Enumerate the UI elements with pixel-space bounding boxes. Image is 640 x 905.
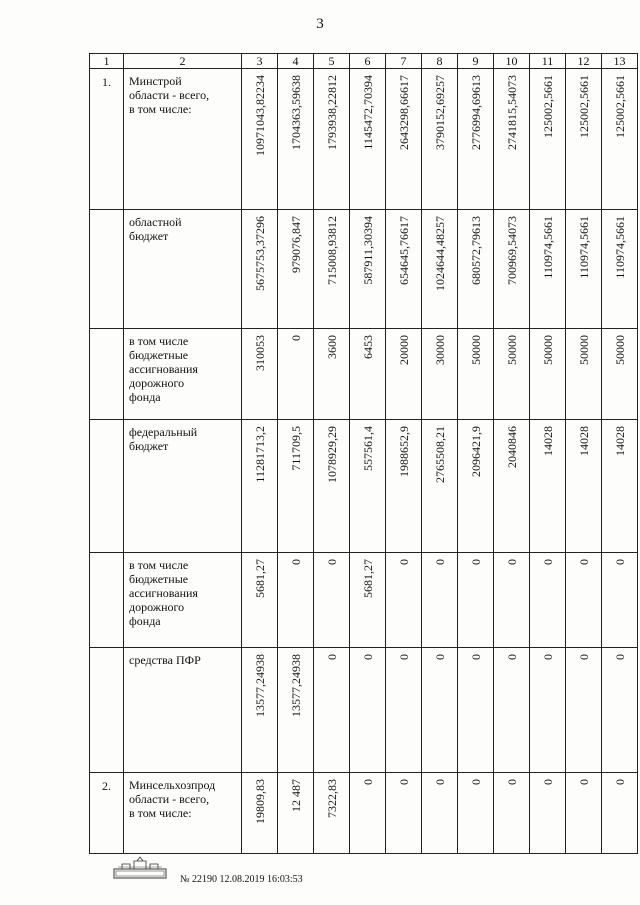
value-cell — [350, 329, 386, 420]
value-cell — [386, 210, 422, 329]
value-cell — [386, 69, 422, 210]
value-cell — [422, 648, 458, 773]
row-label-line: бюджет — [129, 439, 169, 453]
value-cell — [494, 210, 530, 329]
column-header-8: 8 — [422, 54, 458, 69]
value-text: 1078929,29 — [324, 426, 339, 483]
value-text: 0 — [432, 559, 447, 565]
value-cell — [602, 553, 638, 648]
value-text: 0 — [288, 559, 303, 565]
value-text: 2643298,66617 — [396, 75, 411, 150]
row-number: 1. — [90, 69, 124, 210]
value-cell — [278, 329, 314, 420]
value-cell — [314, 329, 350, 420]
value-cell — [530, 773, 566, 854]
value-cell — [278, 69, 314, 210]
value-text: 6453 — [360, 335, 375, 359]
value-text: 125002,5661 — [612, 75, 627, 138]
value-cell — [242, 329, 278, 420]
registration-number-date: № 22190 12.08.2019 16:03:53 — [180, 874, 303, 885]
row-number — [90, 553, 124, 648]
value-cell — [242, 773, 278, 854]
table-row — [90, 210, 638, 329]
value-text: 50000 — [612, 335, 627, 365]
value-cell — [602, 329, 638, 420]
value-cell — [350, 773, 386, 854]
value-text: 0 — [504, 559, 519, 565]
value-text: 0 — [324, 559, 339, 565]
value-text: 2741815,54073 — [504, 75, 519, 150]
value-text: 0 — [540, 654, 555, 660]
value-text: 0 — [360, 779, 375, 785]
row-label-line: бюджетные — [129, 572, 189, 586]
value-cell — [242, 420, 278, 553]
value-cell — [422, 69, 458, 210]
value-text: 711709,5 — [288, 426, 303, 471]
value-cell — [242, 69, 278, 210]
column-header-13: 13 — [602, 54, 638, 69]
value-text: 2096421,9 — [468, 426, 483, 477]
value-text: 1024644,48257 — [432, 216, 447, 291]
column-header-11: 11 — [530, 54, 566, 69]
value-cell — [314, 648, 350, 773]
value-text: 110974,5661 — [540, 216, 555, 279]
value-cell — [314, 420, 350, 553]
value-text: 0 — [468, 779, 483, 785]
value-cell — [530, 329, 566, 420]
value-cell — [422, 329, 458, 420]
row-label-line: дорожного — [129, 376, 185, 390]
value-cell — [458, 210, 494, 329]
value-cell — [458, 773, 494, 854]
value-text: 10971043,82234 — [252, 75, 267, 156]
value-text: 0 — [612, 654, 627, 660]
column-header-2: 2 — [124, 54, 242, 69]
value-text: 0 — [612, 779, 627, 785]
column-header-4: 4 — [278, 54, 314, 69]
row-number — [90, 420, 124, 553]
value-cell — [278, 420, 314, 553]
table-row — [90, 648, 638, 773]
value-cell — [602, 773, 638, 854]
value-text: 30000 — [432, 335, 447, 365]
table-row — [90, 69, 638, 210]
table-row — [90, 553, 638, 648]
value-cell — [278, 553, 314, 648]
value-cell — [350, 69, 386, 210]
header-row — [90, 54, 638, 69]
value-text: 0 — [504, 779, 519, 785]
value-text: 0 — [468, 654, 483, 660]
value-cell — [494, 773, 530, 854]
value-cell — [422, 210, 458, 329]
value-cell — [458, 648, 494, 773]
value-text: 0 — [504, 654, 519, 660]
value-text: 700969,54073 — [504, 216, 519, 285]
value-text: 1793938,22812 — [324, 75, 339, 150]
value-cell — [494, 553, 530, 648]
column-header-1: 1 — [90, 54, 124, 69]
value-cell — [494, 420, 530, 553]
value-cell — [386, 329, 422, 420]
row-label-line: области - всего, — [129, 792, 210, 806]
value-text: 5681,27 — [252, 559, 267, 598]
value-cell — [566, 553, 602, 648]
table-row — [90, 329, 638, 420]
value-text: 19809,83 — [252, 779, 267, 824]
value-cell — [530, 210, 566, 329]
value-text: 11281713,2 — [252, 426, 267, 483]
row-label-line: фонда — [129, 614, 161, 628]
value-cell — [530, 648, 566, 773]
row-label-line: в том числе: — [129, 806, 192, 820]
row-label-line: федеральный — [129, 425, 198, 439]
value-text: 0 — [612, 559, 627, 565]
value-cell — [386, 648, 422, 773]
value-text: 0 — [396, 654, 411, 660]
row-label-line: фонда — [129, 390, 161, 404]
value-cell — [350, 648, 386, 773]
value-cell — [278, 648, 314, 773]
row-label-line: дорожного — [129, 600, 185, 614]
row-number — [90, 210, 124, 329]
value-cell — [458, 329, 494, 420]
row-number — [90, 648, 124, 773]
value-cell — [314, 553, 350, 648]
value-cell — [350, 553, 386, 648]
value-cell — [494, 648, 530, 773]
value-text: 20000 — [396, 335, 411, 365]
value-text: 110974,5661 — [576, 216, 591, 279]
value-text: 0 — [360, 654, 375, 660]
row-label-line: ассигнования — [129, 362, 198, 376]
value-cell — [566, 329, 602, 420]
value-text: 5675753,37296 — [252, 216, 267, 291]
value-cell — [530, 420, 566, 553]
row-label — [124, 329, 242, 420]
value-text: 0 — [576, 654, 591, 660]
value-text: 2776994,69613 — [468, 75, 483, 150]
row-label — [124, 210, 242, 329]
value-cell — [458, 69, 494, 210]
value-cell — [278, 210, 314, 329]
value-cell — [350, 210, 386, 329]
column-header-12: 12 — [566, 54, 602, 69]
row-label-line: ассигнования — [129, 586, 198, 600]
value-text: 654645,76617 — [396, 216, 411, 285]
row-label-line: средства ПФР — [129, 653, 201, 667]
value-cell — [566, 69, 602, 210]
value-cell — [458, 553, 494, 648]
row-label-line: бюджет — [129, 229, 169, 243]
value-text: 715008,93812 — [324, 216, 339, 285]
value-cell — [602, 69, 638, 210]
row-label — [124, 773, 242, 854]
row-label-line: области - всего, — [129, 88, 210, 102]
value-text: 1988652,9 — [396, 426, 411, 477]
column-header-3: 3 — [242, 54, 278, 69]
value-text: 0 — [468, 559, 483, 565]
value-text: 0 — [432, 654, 447, 660]
value-text: 0 — [324, 654, 339, 660]
value-text: 0 — [396, 779, 411, 785]
value-text: 14028 — [540, 426, 555, 456]
value-text: 0 — [540, 779, 555, 785]
value-cell — [530, 69, 566, 210]
value-text: 125002,5661 — [576, 75, 591, 138]
value-text: 680572,79613 — [468, 216, 483, 285]
table-row — [90, 773, 638, 854]
value-text: 0 — [576, 779, 591, 785]
value-cell — [566, 420, 602, 553]
value-text: 13577,24938 — [288, 654, 303, 717]
table-row — [90, 420, 638, 553]
value-text: 587911,30394 — [360, 216, 375, 285]
value-text: 0 — [396, 559, 411, 565]
value-text: 125002,5661 — [540, 75, 555, 138]
column-header-9: 9 — [458, 54, 494, 69]
row-label-line: в том числе — [129, 558, 189, 572]
value-cell — [422, 553, 458, 648]
value-text: 0 — [540, 559, 555, 565]
value-cell — [530, 553, 566, 648]
budget-table-wrapper — [89, 53, 638, 854]
value-cell — [278, 773, 314, 854]
value-text: 2765508,21 — [432, 426, 447, 483]
value-text: 50000 — [540, 335, 555, 365]
row-label-line: Минстрой — [129, 74, 182, 88]
value-text: 50000 — [504, 335, 519, 365]
value-cell — [242, 648, 278, 773]
row-label — [124, 648, 242, 773]
value-text: 3790152,69257 — [432, 75, 447, 150]
value-text: 7322,83 — [324, 779, 339, 818]
row-label-line: бюджетные — [129, 348, 189, 362]
value-cell — [386, 773, 422, 854]
value-cell — [314, 773, 350, 854]
value-text: 0 — [576, 559, 591, 565]
value-text: 0 — [288, 335, 303, 341]
value-text: 5681,27 — [360, 559, 375, 598]
row-label — [124, 420, 242, 553]
value-text: 557561,4 — [360, 426, 375, 471]
row-label — [124, 69, 242, 210]
value-text: 50000 — [468, 335, 483, 365]
value-text: 0 — [432, 779, 447, 785]
column-header-5: 5 — [314, 54, 350, 69]
registration-footer — [112, 856, 442, 890]
value-cell — [350, 420, 386, 553]
value-cell — [422, 420, 458, 553]
value-cell — [422, 773, 458, 854]
value-text: 13577,24938 — [252, 654, 267, 717]
value-text: 2040846 — [504, 426, 519, 468]
value-text: 50000 — [576, 335, 591, 365]
value-cell — [386, 553, 422, 648]
row-label-line: в том числе: — [129, 102, 192, 116]
row-label — [124, 553, 242, 648]
value-cell — [602, 210, 638, 329]
value-cell — [458, 420, 494, 553]
registration-stamp-logo — [112, 856, 168, 880]
value-text: 14028 — [576, 426, 591, 456]
value-cell — [314, 210, 350, 329]
value-cell — [386, 420, 422, 553]
value-cell — [602, 420, 638, 553]
value-text: 979076,847 — [288, 216, 303, 273]
row-number: 2. — [90, 773, 124, 854]
row-label-line: в том числе — [129, 334, 189, 348]
value-cell — [602, 648, 638, 773]
value-cell — [566, 648, 602, 773]
budget-table — [89, 53, 638, 854]
value-cell — [566, 773, 602, 854]
value-text: 12 487 — [288, 779, 303, 812]
page-number: 3 — [316, 16, 324, 32]
row-number — [90, 329, 124, 420]
value-cell — [494, 329, 530, 420]
row-label-line: областной — [129, 215, 182, 229]
value-cell — [242, 210, 278, 329]
value-text: 110974,5661 — [612, 216, 627, 279]
value-cell — [566, 210, 602, 329]
value-text: 14028 — [612, 426, 627, 456]
value-text: 3600 — [324, 335, 339, 359]
row-label-line: Минсельхозпрод — [129, 778, 216, 792]
value-cell — [494, 69, 530, 210]
column-header-10: 10 — [494, 54, 530, 69]
value-text: 310053 — [252, 335, 267, 371]
value-text: 1145472,70394 — [360, 75, 375, 150]
value-cell — [242, 553, 278, 648]
value-cell — [314, 69, 350, 210]
value-text: 1704363,59638 — [288, 75, 303, 150]
column-header-6: 6 — [350, 54, 386, 69]
column-header-7: 7 — [386, 54, 422, 69]
